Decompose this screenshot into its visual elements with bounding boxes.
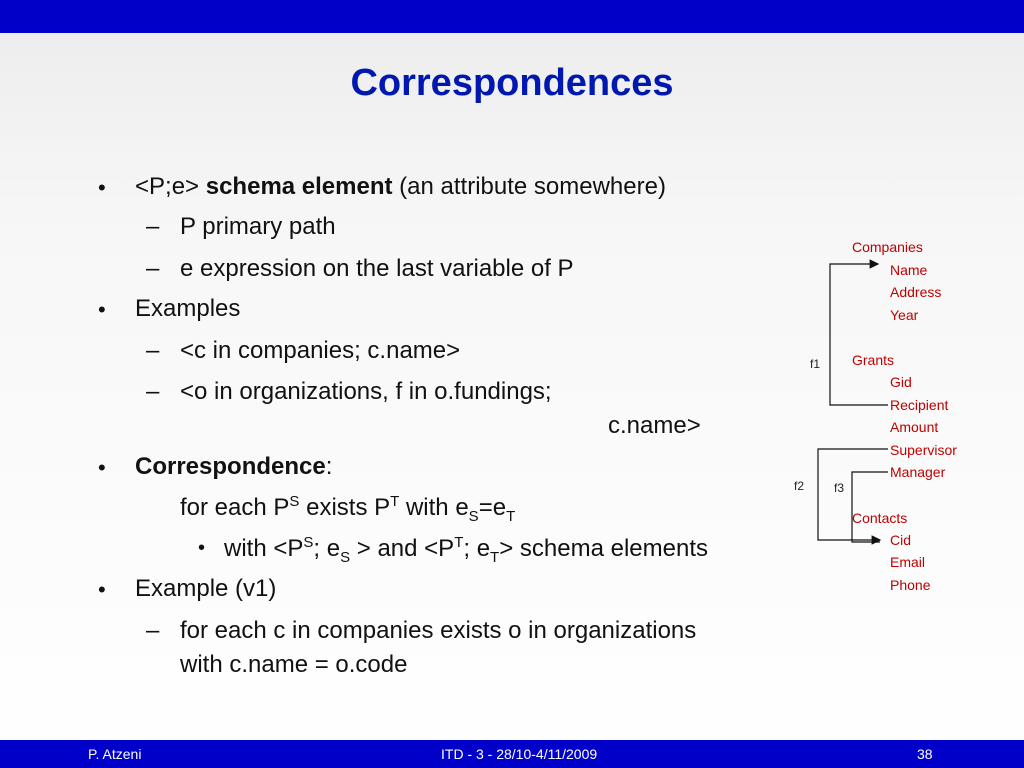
text: ; e bbox=[463, 535, 491, 562]
bullet-example-v1: Example (v1) bbox=[135, 575, 277, 602]
attr-manager: Manager bbox=[890, 464, 946, 480]
text: > schema elements bbox=[499, 535, 708, 562]
bold-term: Correspondence bbox=[135, 453, 326, 480]
f3-label: f3 bbox=[834, 481, 845, 495]
f1-label: f1 bbox=[810, 357, 821, 371]
sup: S bbox=[289, 493, 300, 510]
f3-connector bbox=[852, 472, 888, 542]
text: > and <P bbox=[350, 535, 455, 562]
bullet-marker: • bbox=[98, 297, 106, 322]
text: =e bbox=[478, 494, 507, 521]
dash-marker: – bbox=[146, 337, 160, 364]
attr-gid: Gid bbox=[890, 374, 912, 390]
footer-course: ITD - 3 - 28/10-4/11/2009 bbox=[441, 746, 598, 762]
dash-marker: – bbox=[146, 378, 160, 405]
schema-companies: Companies bbox=[852, 239, 923, 255]
bullet-marker: • bbox=[198, 537, 206, 559]
sub-example-organizations-cont: c.name> bbox=[608, 412, 701, 439]
with-schema-elements bbox=[224, 534, 708, 566]
footer-page-number: 38 bbox=[917, 746, 933, 762]
attr-recipient: Recipient bbox=[890, 397, 949, 413]
attr-phone: Phone bbox=[890, 577, 931, 593]
bullet-schema-element bbox=[135, 173, 666, 201]
f2-connector bbox=[818, 449, 888, 540]
text: ; e bbox=[313, 535, 341, 562]
bullet-marker: • bbox=[98, 577, 106, 602]
sub-expression: e expression on the last variable of P bbox=[180, 255, 574, 282]
attr-name: Name bbox=[890, 262, 928, 278]
sub-primary-path: P primary path bbox=[180, 213, 336, 240]
attr-supervisor: Supervisor bbox=[890, 442, 957, 458]
text: for each P bbox=[180, 494, 290, 521]
bold-term: schema element bbox=[205, 173, 393, 200]
foreach-formula bbox=[180, 493, 516, 525]
sub-example-v1-line2: with c.name = o.code bbox=[180, 651, 408, 678]
sub: T bbox=[490, 548, 500, 566]
slide-title: Correspondences bbox=[350, 62, 674, 104]
bullet-marker: • bbox=[98, 175, 106, 200]
sup: T bbox=[390, 493, 400, 510]
text: with e bbox=[399, 494, 469, 521]
f1-connector bbox=[830, 264, 888, 405]
sub: T bbox=[506, 507, 516, 525]
footer-author: P. Atzeni bbox=[88, 746, 142, 762]
schema-grants: Grants bbox=[852, 352, 895, 368]
attr-amount: Amount bbox=[890, 419, 939, 435]
attr-address: Address bbox=[890, 284, 942, 300]
sub-example-organizations: <o in organizations, f in o.fundings; bbox=[180, 378, 552, 405]
text: with <P bbox=[224, 535, 304, 562]
bullet-examples: Examples bbox=[135, 295, 241, 322]
text: : bbox=[325, 453, 333, 480]
sub: S bbox=[340, 548, 351, 566]
bullet-marker: • bbox=[98, 455, 106, 480]
f2-label: f2 bbox=[794, 479, 805, 493]
text: <P;e> bbox=[135, 173, 206, 200]
dash-marker: – bbox=[146, 213, 160, 240]
sub: S bbox=[468, 507, 479, 525]
attr-year: Year bbox=[890, 307, 919, 323]
text: exists P bbox=[299, 494, 391, 521]
footer-bar bbox=[0, 740, 1024, 768]
top-bar bbox=[0, 0, 1024, 33]
sub-example-v1-line1: for each c in companies exists o in organizations bbox=[180, 617, 697, 644]
schema-diagram bbox=[790, 230, 990, 610]
sup: S bbox=[303, 534, 314, 551]
dash-marker: – bbox=[146, 617, 160, 644]
attr-email: Email bbox=[890, 554, 926, 570]
bullet-correspondence bbox=[135, 453, 332, 481]
dash-marker: – bbox=[146, 255, 160, 282]
schema-contacts: Contacts bbox=[852, 510, 908, 526]
sub-example-companies: <c in companies; c.name> bbox=[180, 337, 461, 364]
attr-cid: Cid bbox=[890, 532, 912, 548]
sup: T bbox=[454, 534, 464, 551]
text: (an attribute somewhere) bbox=[392, 173, 666, 200]
